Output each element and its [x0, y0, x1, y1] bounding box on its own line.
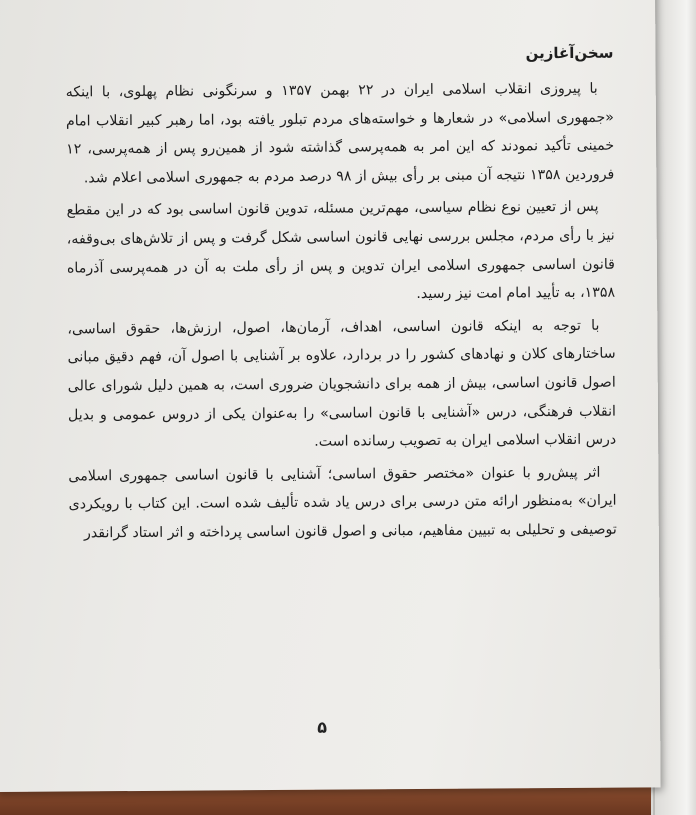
paragraph-3: با توجه به اینکه قانون اساسی، اهداف، آرمان‌ها، اصول، ارزش‌ها، حقوق اساسی، ساختارهای کلان و نهادهای کشور را در بردارد، علاوه بر آشنایی با اصول آن، فهم دقیق مبانی اصول قانون اساسی، بیش از همه برای دانشجویان ضروری است، به همین دلیل شورای عالی انقلاب فرهنگی، درس «آشنایی با قانون اساسی» را به‌عنوان یکی از دروس عمومی و بدیل درس انقلاب اسلامی ایران به تصویب رسانده است. — [67, 317, 617, 450]
paragraph-1: با پیروزی انقلاب اسلامی ایران در ۲۲ بهمن ۱۳۵۷ و سرنگونی نظام پهلوی، با اینکه «جمهوری اسلامی» در شعارها و خواسته‌های مردم تبلور یافته بود، اما رهبر کبیر انقلاب امام خمینی تأکید نمودند که این امر به همه‌پرسی گذاشته شود از همین‌رو پس از همه‌پرسی، ۱۲ فروردین ۱۳۵۸ نتیجه آن مبنی بر رأی بیش از ۹۸ درصد مردم به جمهوری اسلامی اعلام شد. — [65, 80, 615, 187]
page-number: ۵ — [317, 717, 327, 737]
page-content — [65, 41, 617, 552]
paragraph-2: پس از تعیین نوع نظام سیاسی، مهم‌ترین مسئله، تدوین قانون اساسی بود که در این مقطع نیز با رأی مردم، مجلس بررسی نهایی قانون اساسی شکل گرفت و پس از تلاش‌های بی‌وقفه، قانون اساسی جمهوری اسلامی ایران تدوین و پس از رأی ملت به آن در همه‌پرسی آذرماه ۱۳۵۸، به تأیید امام امت نیز رسید. — [66, 199, 616, 303]
page-heading: سخن‌آغازین — [525, 43, 614, 63]
paragraph-4: اثر پیش‌رو با عنوان «مختصر حقوق اساسی؛ آشنایی با قانون اساسی جمهوری اسلامی ایران» به‌منظور ارائه متن درسی برای درس یاد شده تألیف شده است. این کتاب با رویکردی توصیفی و تحلیلی به تبیین مفاهیم، مبانی و اصول قانون اساسی پرداخته و اثر استاد گرانقدر — [68, 464, 617, 542]
